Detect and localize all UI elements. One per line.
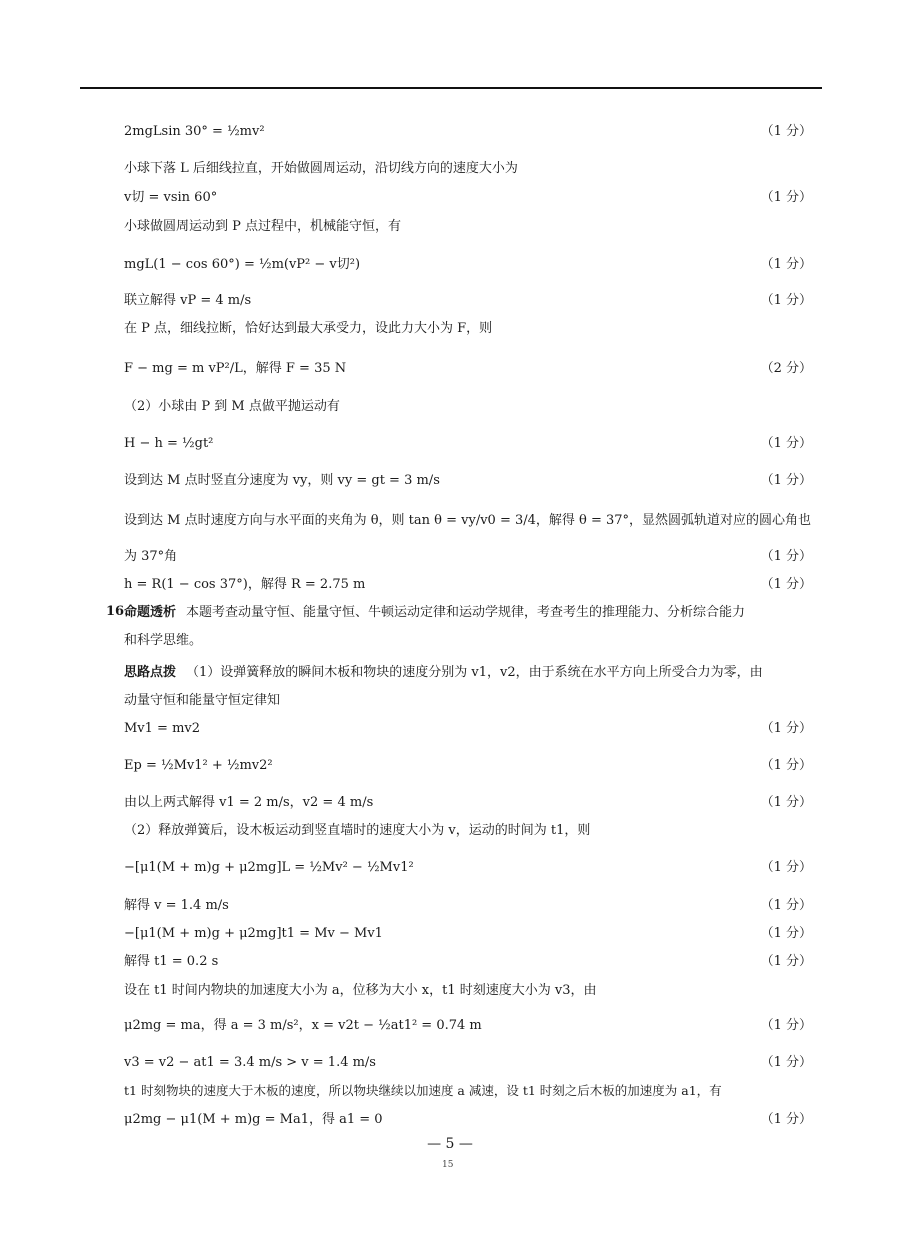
- page-number: — 5 —: [427, 1136, 473, 1152]
- problem-number: 16.: [106, 604, 129, 619]
- analysis-label: 命题透析: [124, 605, 177, 620]
- hint-line: 思路点拨 （1）设弹簧释放的瞬间木板和物块的速度分别为 v1，v2，由于系统在水平方向上所受合力为零，由: [124, 665, 763, 680]
- header-rule: [80, 87, 822, 89]
- page-sub-number: 15: [442, 1160, 454, 1170]
- hint-label: 思路点拨: [124, 665, 177, 680]
- analysis-line: 命题透析 本题考查动量守恒、能量守恒、牛顿运动定律和运动学规律，考查考生的推理能力、分析综合能力: [124, 605, 746, 620]
